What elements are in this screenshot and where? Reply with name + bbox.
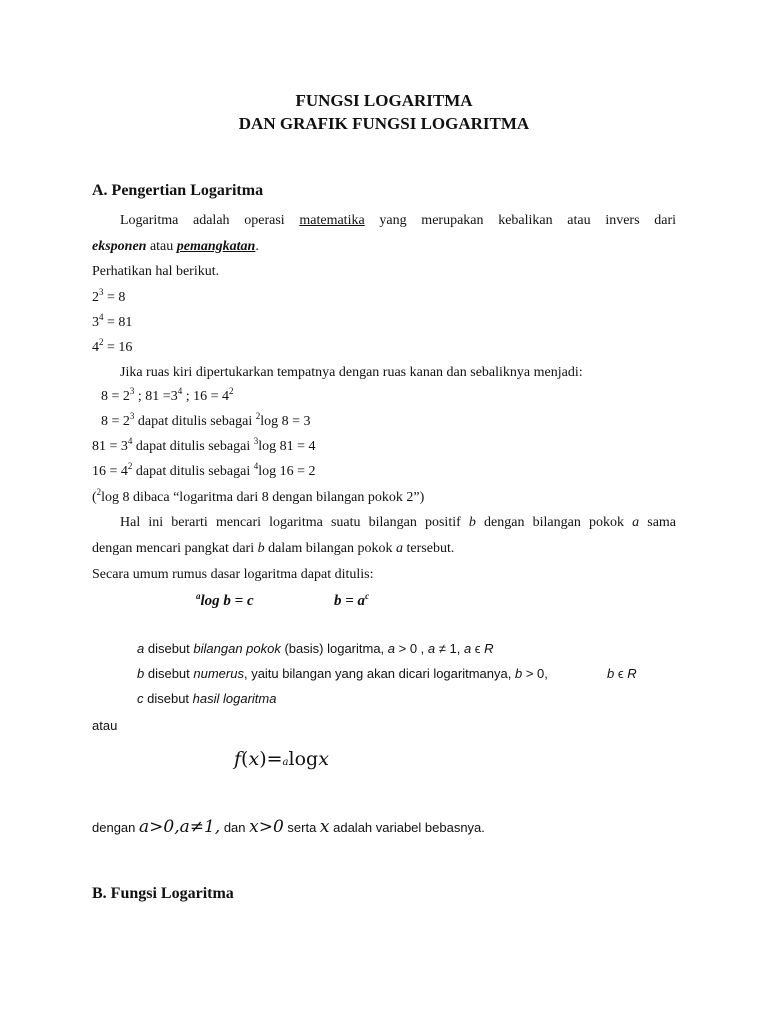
equation-1: $2^3 = 8$ xyxy=(92,287,126,305)
section-b-heading: B. Fungsi Logaritma xyxy=(92,885,234,902)
log-row: $16 = 4^2$ dapat ditulis sebagai $^4$log 16 = 2 xyxy=(92,461,316,479)
term-eksponen: eksponen xyxy=(92,239,147,254)
definition-a: a disebut bilangan pokok (basis) logaritma, a > 0 , a ≠ 1, a ϵ R xyxy=(137,641,494,656)
matematika-link[interactable]: matematika xyxy=(299,213,365,228)
swapped-equations: $8 = 2^3$ ; $81 =3^4$ ; $16 = 4^2$ xyxy=(101,386,234,404)
general-formula-intro: Secara umum rumus dasar logaritma dapat ditulis: xyxy=(92,567,374,582)
swap-sentence: Jika ruas kiri dipertukarkan tempatnya dengan ruas kanan dan sebaliknya menjadi: xyxy=(120,365,583,380)
paragraph-meaning-line-2: dengan mencari pangkat dari b dalam bilangan pokok a tersebut. xyxy=(92,541,455,556)
atau-label: atau xyxy=(92,718,118,733)
note-line: Perhatikan hal berikut. xyxy=(92,264,220,279)
formula-log: $^a$log b = c xyxy=(196,591,254,609)
intro-line-1: Logaritma adalah operasi matematika yang merupakan kebalikan atau invers dari xyxy=(120,213,677,228)
term-pemangkatan[interactable]: pemangkatan xyxy=(176,239,256,254)
page-title-line-1: FUNGSI LOGARITMA xyxy=(295,91,473,110)
intro-line-2: eksponen atau pemangkatan. xyxy=(92,239,259,254)
log-row: $8 = 2^3$ dapat ditulis sebagai $^2$log 8 = 3 xyxy=(101,411,311,429)
equation-2: $3^4 = 81$ xyxy=(92,312,133,330)
definition-b-domain: b ϵ R xyxy=(607,666,637,681)
formula-power: $b = a^c$ xyxy=(334,591,370,609)
paragraph-meaning-line-1: Hal ini berarti mencari logaritma suatu bilangan positif b dengan bilangan pokok a sama xyxy=(120,515,677,530)
page-title-line-2: DAN GRAFIK FUNGSI LOGARITMA xyxy=(238,114,530,133)
function-definition: f(x)=alogx xyxy=(234,748,329,770)
log-row: $81 = 3^4$ dapat ditulis sebagai $^3$log 81 = 4 xyxy=(92,436,316,454)
domain-conditions: dengan a>0,a≠1, dan x>0 serta x adalah variabel bebasnya. xyxy=(92,817,485,837)
section-a-heading: A. Pengertian Logaritma xyxy=(92,182,264,199)
definition-c: c disebut hasil logaritma xyxy=(137,691,277,706)
definition-b: b disebut numerus, yaitu bilangan yang akan dicari logaritmanya, b > 0, xyxy=(137,666,548,681)
reading-note: ($^2$log 8 dibaca “logaritma dari 8 dengan bilangan pokok 2”) xyxy=(92,487,425,505)
equation-3: $4^2 = 16$ xyxy=(92,337,133,355)
